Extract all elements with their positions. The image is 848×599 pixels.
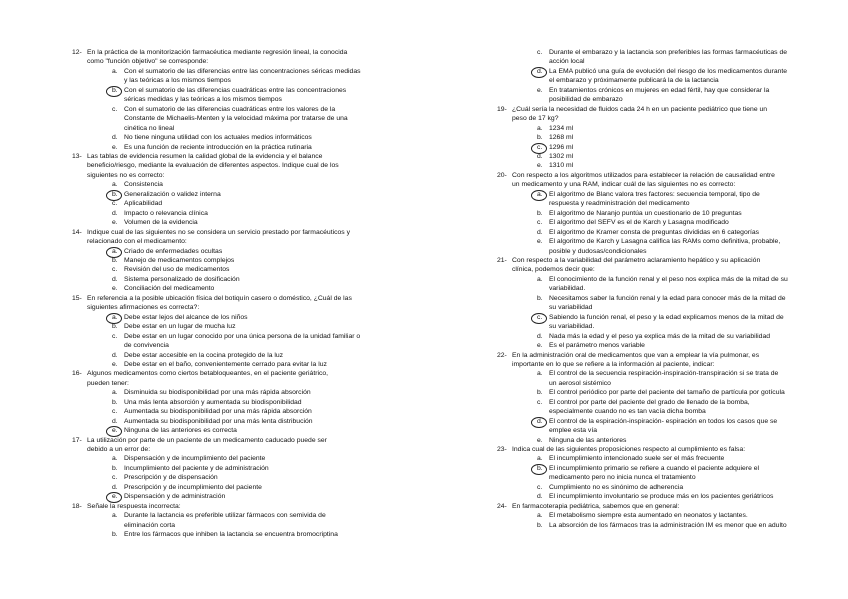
option-letter: d.: [537, 493, 543, 501]
option-text: Aumentada su biodisponibilidad por una más lenta distribución: [124, 417, 313, 425]
question-line: [72, 48, 376, 57]
option-text: Cumplimiento no es sinónimo de adherencia: [549, 483, 684, 491]
answer-option: [72, 199, 376, 208]
option-letter: b.: [112, 256, 118, 264]
answer-option: [497, 294, 791, 303]
question-text: La utilización por parte de un paciente de un medicamento caducado puede ser: [87, 436, 327, 444]
answer-option: [72, 492, 376, 501]
question-number: 22-: [497, 351, 507, 359]
option-text: Ninguna de las anteriores es correcta: [124, 427, 237, 435]
option-text-continued: especialmente cuando no es tan vacía dicha bomba: [549, 408, 706, 416]
question-line: [497, 256, 791, 265]
option-letter: e.: [537, 86, 543, 94]
option-text: Dispensación y de incumplimiento del paciente: [124, 455, 266, 463]
option-text: Debe estar en un lugar conocido por una única persona de la unidad familiar o: [124, 332, 361, 340]
option-text: Disminuida su biodisponibilidad por una más rápida absorción: [124, 389, 311, 397]
option-text: Impacto o relevancia clínica: [124, 209, 208, 217]
option-text: Prescripción y de incumplimiento del paciente: [124, 483, 262, 491]
option-text: El control de la espiración-inspiración- espiración en todos los casos que se: [549, 417, 778, 425]
question-text: En referencia a la posible ubicación física del botiquín casero o doméstico, ¿Cuál de las: [87, 294, 352, 302]
answer-option: [72, 332, 376, 341]
option-letter: a.: [112, 389, 118, 397]
answer-option: [72, 388, 376, 397]
answer-option: [72, 407, 376, 416]
option-text: El algoritmo de Kramer consta de preguntas divididas en 6 categorías: [549, 228, 760, 236]
question-text-continued: siguientes no es correcto:: [87, 171, 165, 179]
option-text-continued: eliminación corta: [124, 521, 175, 529]
answer-option: [497, 341, 791, 350]
question-number: 21-: [497, 256, 507, 264]
answer-option: [72, 133, 376, 142]
option-letter: a.: [112, 455, 118, 463]
option-text: La EMA publicó una guía de evolución del riesgo de los medicamentos durante: [549, 67, 788, 75]
option-text-continued: variabilidad.: [549, 285, 586, 293]
question-line: [497, 445, 791, 454]
option-text: El incumplimiento involuntario se produce más en los pacientes geriátricos: [549, 493, 774, 501]
question-text: Con respecto a la variabilidad del parámetro aclaramiento hepático y su aplicación: [512, 256, 761, 264]
option-text-continued: posible y dudosas/condicionales: [549, 247, 647, 255]
option-letter: e.: [537, 436, 543, 444]
option-letter: b.: [112, 398, 118, 406]
option-text: Dispensación y de administración: [124, 493, 226, 501]
question-text: En la práctica de la monitorización farmacéutica mediante regresión lineal, la conocida: [87, 49, 348, 56]
option-letter: c.: [537, 49, 543, 56]
answer-option: [497, 86, 791, 95]
answer-option: [72, 351, 376, 360]
option-letter: e.: [112, 493, 118, 501]
option-text-continued: cinética no lineal: [124, 124, 175, 132]
question-text-continued: peso de 17 kg?: [512, 115, 559, 123]
answer-option: [497, 388, 791, 397]
option-letter: c.: [112, 266, 118, 274]
option-letter: c.: [112, 105, 118, 113]
question-number: 20-: [497, 171, 507, 179]
question-text-continued: beneficio/riesgo, mediante la evaluación de diferentes aspectos. Indique cual de los: [87, 162, 339, 170]
option-text-continued: de convivencia: [124, 342, 169, 350]
answer-option: [72, 483, 376, 492]
question-line: [497, 171, 791, 180]
answer-option: [72, 473, 376, 482]
question-number: 14-: [72, 228, 82, 236]
option-letter: b.: [112, 190, 118, 198]
answer-option: [497, 143, 791, 152]
option-text: Debe estar lejos del alcance de los niños: [124, 313, 248, 321]
option-text-continued: medicamento pero no inicia nunca el tratamiento: [549, 474, 696, 482]
question-number: 19-: [497, 105, 507, 113]
option-letter: c.: [112, 474, 118, 482]
option-letter: e.: [112, 427, 118, 435]
question-line: [72, 228, 376, 237]
answer-option: [72, 322, 376, 331]
option-text-continued: acción local: [549, 58, 585, 66]
option-text: Debe estar accesible en la cocina protegido de la luz: [124, 351, 284, 359]
answer-option: [72, 265, 376, 274]
answer-option: [72, 86, 376, 95]
option-letter: b.: [537, 464, 543, 472]
answer-option: [497, 67, 791, 76]
answer-option: [497, 483, 791, 492]
answer-option: [497, 48, 791, 57]
answer-option: [72, 209, 376, 218]
option-letter: a.: [112, 512, 118, 520]
answer-option: [72, 313, 376, 322]
option-letter: d.: [112, 275, 118, 283]
answer-option: [72, 360, 376, 369]
answer-option: [497, 275, 791, 284]
answer-option: [72, 218, 376, 227]
option-letter: d.: [537, 228, 543, 236]
answer-option: [72, 256, 376, 265]
option-text: El algoritmo del SEFV es el de Karch y Lasagna modificado: [549, 219, 729, 227]
question-text-continued: siguientes afirmaciones es correcta?:: [87, 304, 200, 312]
option-letter: e.: [112, 285, 118, 293]
option-text: Una más lenta absorción y aumentada su biodisponibilidad: [124, 398, 302, 406]
question-text-continued: pueden tener:: [87, 379, 129, 387]
option-letter: b.: [537, 521, 543, 529]
question-text: Con respecto a los algoritmos utilizados para establecer la relación de causalidad entre: [512, 171, 775, 179]
question-line: [72, 502, 376, 511]
question-text-continued: importante en lo que se refiere a la información al paciente, indicar:: [512, 360, 715, 368]
answer-option: [497, 313, 791, 322]
question-text: Indica cual de las siguientes proposiciones respecto al cumplimiento es falsa:: [512, 446, 746, 454]
option-letter: a.: [537, 275, 543, 283]
option-letter: c.: [112, 200, 118, 208]
option-text: Debe estar en el baño, convenientemente cerrado para evitar la luz: [124, 360, 327, 368]
option-text: Durante la lactancia es preferible utilizar fármacos con semivida de: [124, 512, 326, 520]
option-letter: d.: [112, 209, 118, 217]
option-text-continued: posibilidad de embarazo: [549, 96, 623, 104]
option-letter: e.: [537, 162, 543, 170]
answer-option: [497, 521, 791, 530]
option-text: Aumentada su biodisponibilidad por una más rápida absorción: [124, 408, 312, 416]
option-text: Ninguna de las anteriores: [549, 436, 627, 444]
option-letter: d.: [112, 351, 118, 359]
option-text: Durante el embarazo y la lactancia son preferibles las formas farmacéuticas de: [549, 49, 788, 56]
option-text: El metabolismo siempre esta aumentado en neonatos y lactantes.: [549, 512, 748, 520]
option-letter: b.: [537, 134, 543, 142]
option-text: Con el sumatorio de las diferencias entre las concentraciones séricas medidas: [124, 67, 361, 75]
answer-option: [497, 464, 791, 473]
answer-option: [497, 454, 791, 463]
question-text: En la administración oral de medicamentos que van a emplear la vía pulmonar, es: [512, 351, 760, 359]
question-text-continued: debido a un error de:: [87, 446, 151, 454]
question-text: Las tablas de evidencia resumen la calidad global de la evidencia y el balance: [87, 152, 323, 160]
option-text-continued: séricas medidas y las teóricas a los mismos tiempos: [124, 96, 282, 104]
option-text: Nada más la edad y el peso ya explica más de la mitad de su variabilidad: [549, 332, 771, 340]
answer-option: [72, 67, 376, 76]
answer-option: [72, 247, 376, 256]
option-letter: a.: [537, 124, 543, 132]
question-number: 17-: [72, 436, 82, 444]
option-text: Necesitamos saber la función renal y la edad para conocer más de la mitad de: [549, 294, 786, 302]
answer-option: [497, 398, 791, 407]
option-text: Sabiendo la función renal, el peso y la edad explicamos menos de la mitad de: [549, 313, 784, 321]
option-text: Aplicabilidad: [124, 200, 163, 208]
answer-option: [497, 492, 791, 501]
option-letter: d.: [112, 417, 118, 425]
right-column: [497, 48, 791, 530]
option-text: 1234 ml: [549, 124, 574, 132]
option-letter: a.: [112, 181, 118, 189]
option-letter: a.: [112, 247, 118, 255]
option-letter: e.: [112, 219, 118, 227]
option-text: Manejo de medicamentos complejos: [124, 256, 235, 264]
option-text: Incumplimiento del paciente y de administración: [124, 464, 269, 472]
answer-option: [72, 417, 376, 426]
option-letter: c.: [537, 398, 543, 406]
answer-option: [72, 190, 376, 199]
option-letter: b.: [112, 464, 118, 472]
option-letter: c.: [537, 483, 543, 491]
question-number: 18-: [72, 502, 82, 510]
option-letter: b.: [112, 323, 118, 331]
option-text-continued: respuesta y readministración del medicamento: [549, 200, 690, 208]
answer-option: [497, 369, 791, 378]
option-letter: b.: [112, 531, 118, 539]
question-text-continued: relacionado con el medicamento:: [87, 238, 187, 246]
option-text: Consistencia: [124, 181, 163, 189]
answer-option: [72, 426, 376, 435]
option-letter: e.: [112, 360, 118, 368]
option-text-continued: el embarazo y próximamente publicará la de la lactancia: [549, 77, 719, 85]
question-text-continued: un medicamento y una RAM, indicar cuál de las siguientes no es correcto:: [512, 181, 736, 189]
option-letter: c.: [537, 313, 543, 321]
option-text-continued: su variabilidad: [549, 304, 593, 312]
option-letter: a.: [537, 370, 543, 378]
option-text: Conciliación del medicamento: [124, 285, 215, 293]
option-text: El control por parte del paciente del grado de llenado de la bomba,: [549, 398, 750, 406]
option-letter: a.: [537, 455, 543, 463]
option-text-continued: y las teóricas a los mismos tiempos: [124, 77, 231, 85]
question-line: [72, 152, 376, 161]
option-letter: d.: [112, 483, 118, 491]
question-number: 23-: [497, 446, 507, 454]
option-letter: c.: [112, 408, 118, 416]
option-text: No tiene ninguna utilidad con los actuales medios informáticos: [124, 134, 312, 142]
answer-option: [497, 218, 791, 227]
option-text: Prescripción y de dispensación: [124, 474, 218, 482]
answer-option: [72, 105, 376, 114]
option-text: Revisión del uso de medicamentos: [124, 266, 230, 274]
answer-option: [72, 454, 376, 463]
option-letter: b.: [537, 294, 543, 302]
option-text: Criado de enfermedades ocultas: [124, 247, 223, 255]
option-letter: b.: [537, 209, 543, 217]
option-text: Sistema personalizado de dosificación: [124, 275, 240, 283]
question-line: [72, 436, 376, 445]
option-text-continued: emplee esta vía: [549, 427, 597, 435]
option-text-continued: Constante de Michaelis-Menten y la velocidad máxima por tratarse de una: [124, 115, 348, 123]
question-line: [497, 105, 791, 114]
question-text: En farmacoterapia pediátrica, sabemos que en general:: [512, 502, 680, 510]
left-column: [72, 48, 376, 540]
option-letter: b.: [112, 86, 118, 94]
option-letter: d.: [537, 152, 543, 160]
answer-option: [497, 237, 791, 246]
question-text-continued: como "función objetivo" se corresponde:: [87, 58, 209, 66]
option-text-continued: su variabilidad.: [549, 323, 595, 331]
option-letter: e.: [112, 143, 118, 151]
answer-option: [72, 143, 376, 152]
answer-option: [72, 284, 376, 293]
option-text: Debe estar en un lugar de mucha luz: [124, 323, 236, 331]
question-line: [72, 369, 376, 378]
option-letter: b.: [537, 389, 543, 397]
answer-option: [497, 228, 791, 237]
answer-option: [497, 133, 791, 142]
answer-option: [72, 511, 376, 520]
question-text-continued: clínica, podemos decir que:: [512, 266, 595, 274]
option-text: El algoritmo de Naranjo puntúa un cuestionario de 10 preguntas: [549, 209, 742, 217]
option-text: El algoritmo de Karch y Lasagna califica las RAMs como definitiva, probable,: [549, 238, 781, 246]
answer-option: [497, 332, 791, 341]
answer-option: [497, 161, 791, 170]
option-letter: d.: [537, 67, 543, 75]
question-line: [72, 294, 376, 303]
option-letter: a.: [537, 190, 543, 198]
option-letter: a.: [112, 313, 118, 321]
option-letter: c.: [537, 143, 543, 151]
question-line: [497, 351, 791, 360]
answer-option: [72, 464, 376, 473]
option-text: Con el sumatorio de las diferencias cuadráticas entre las concentraciones: [124, 86, 347, 94]
answer-option: [497, 511, 791, 520]
option-text: Entre los fármacos que inhiben la lactancia se encuentra bromocriptina: [124, 531, 338, 539]
answer-option: [497, 190, 791, 199]
question-text: ¿Cuál sería la necesidad de fluidos cada 24 h en un paciente pediátrico que tiene un: [512, 105, 768, 113]
answer-option: [72, 180, 376, 189]
option-text: Es el parámetro menos variable: [549, 342, 645, 350]
answer-option: [497, 209, 791, 218]
option-text: Es una función de reciente introducción en la práctica rutinaria: [124, 143, 312, 151]
option-text: Con el sumatorio de las diferencias cuadráticas entre los valores de la: [124, 105, 336, 113]
answer-option: [497, 436, 791, 445]
option-letter: a.: [112, 67, 118, 75]
answer-option: [72, 398, 376, 407]
question-number: 13-: [72, 152, 82, 160]
question-number: 15-: [72, 294, 82, 302]
question-line: [497, 502, 791, 511]
option-text: 1268 ml: [549, 134, 574, 142]
question-text: Algunos medicamentos como ciertos betabloqueantes, en el paciente geriátrico,: [87, 370, 329, 378]
option-letter: e.: [537, 342, 543, 350]
option-letter: c.: [112, 332, 118, 340]
option-letter: a.: [537, 512, 543, 520]
question-text: Señale la respuesta incorrecta:: [87, 502, 181, 510]
option-text: La absorción de los fármacos tras la administración IM es menor que en adulto: [549, 521, 787, 529]
answer-option: [72, 530, 376, 539]
question-text: Indique cual de las siguientes no se considera un servicio prestado por farmacéuticos y: [87, 228, 350, 236]
answer-option: [72, 275, 376, 284]
option-text: En tratamientos crónicos en mujeres en edad fértil, hay que considerar la: [549, 86, 770, 94]
option-letter: e.: [537, 238, 543, 246]
option-text: El algoritmo de Blanc valora tres factores: secuencia temporal, tipo de: [549, 190, 760, 198]
question-number: 12-: [72, 49, 82, 56]
option-text: Volumen de la evidencia: [124, 219, 198, 227]
option-text: Generalización o validez interna: [124, 190, 221, 198]
option-text: El incumplimiento primario se refiere a cuando el paciente adquiere el: [549, 464, 760, 472]
option-letter: d.: [537, 417, 543, 425]
question-number: 24-: [497, 502, 507, 510]
option-text: El conocimiento de la función renal y el peso nos explica más de la mitad de su: [549, 275, 788, 283]
option-text: 1310 ml: [549, 162, 574, 170]
option-text: 1296 ml: [549, 143, 574, 151]
question-number: 16-: [72, 370, 82, 378]
option-text: El incumplimiento intencionado suele ser el más frecuente: [549, 455, 725, 463]
answer-option: [497, 124, 791, 133]
option-letter: d.: [537, 332, 543, 340]
option-text: 1302 ml: [549, 152, 574, 160]
answer-option: [497, 417, 791, 426]
option-text: El control periódico por parte del paciente del tamaño de partícula por gotícula: [549, 389, 785, 397]
option-text: El control de la secuencia respiración-inspiración-transpiración si se trata de: [549, 370, 779, 378]
answer-option: [497, 152, 791, 161]
option-letter: d.: [112, 134, 118, 142]
option-text-continued: un aerosol sistémico: [549, 379, 611, 387]
option-letter: c.: [537, 219, 543, 227]
